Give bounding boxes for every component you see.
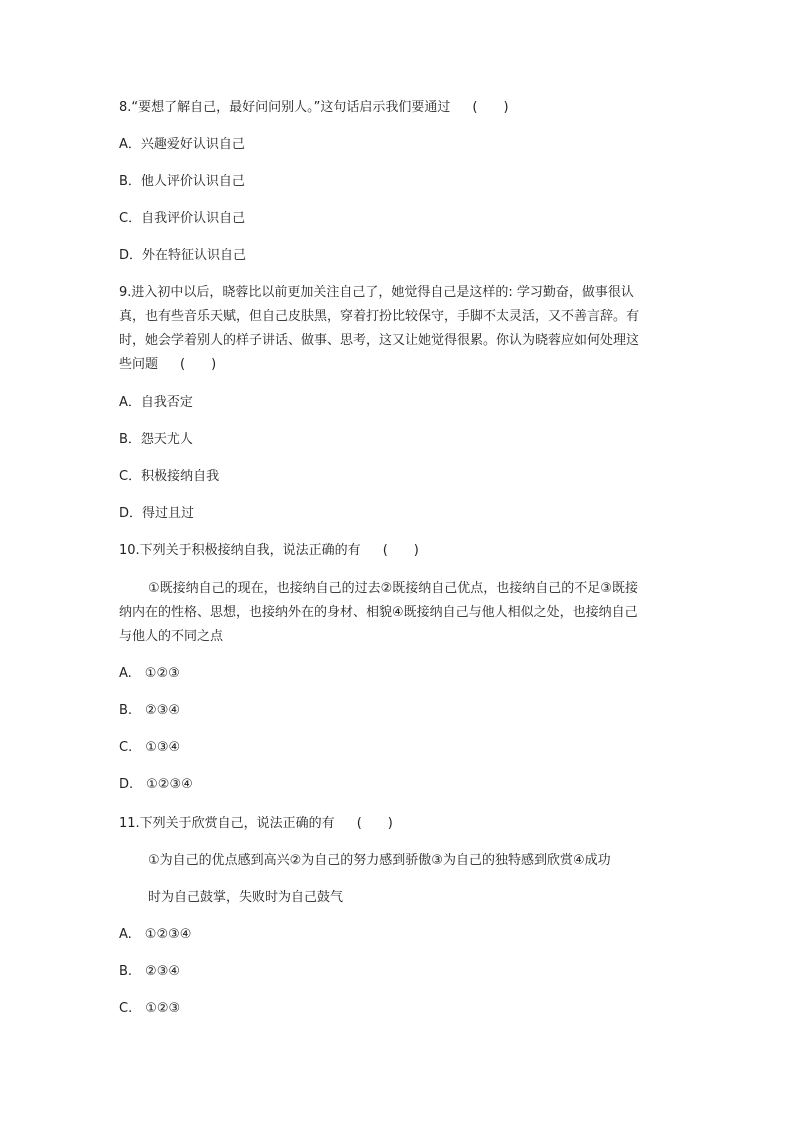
question-9-option-b: B．怨天尤人	[119, 432, 193, 447]
question-8-option-d: D．外在特征认识自己	[119, 248, 247, 263]
question-8-option-b: B．他人评价认识自己	[119, 174, 245, 189]
question-11-answer-blank: ( )	[356, 816, 393, 831]
question-10-option-b: B. ②③④	[119, 703, 181, 718]
question-8-answer-blank: ( )	[472, 100, 509, 115]
question-9-stem-line-1: 9.进入初中以后，晓蓉比以前更加关注自己了，她觉得自己是这样的: 学习勤奋，做事很认	[119, 285, 634, 300]
question-10-stem	[119, 542, 419, 560]
question-9-stem-line-4	[119, 356, 216, 374]
question-11-option-a: A. ①②③④	[119, 927, 192, 942]
question-10-text: 10.下列关于积极接纳自我，说法正确的有	[119, 543, 361, 558]
question-10-statement-line-3: 与他人的不同之点	[119, 629, 224, 644]
question-11-text: 11.下列关于欣赏自己，说法正确的有	[119, 816, 335, 831]
question-10-statement-line-1: ①既接纳自己的现在，也接纳自己的过去②既接纳自己优点，也接纳自己的不足③既接	[148, 581, 638, 596]
question-11-option-b: B. ②③④	[119, 964, 181, 979]
question-9-answer-blank: ( )	[180, 357, 217, 372]
question-10-option-d: D. ①②③④	[119, 777, 193, 792]
question-11-stem	[119, 815, 393, 833]
question-10-option-a: A. ①②③	[119, 666, 180, 681]
question-9-stem-end: 些问题	[119, 357, 159, 372]
question-8-text: 8.“要想了解自己，最好问问别人。”这句话启示我们要通过	[119, 100, 451, 115]
question-9-option-d: D．得过且过	[119, 506, 195, 521]
question-11-option-c: C. ①②③	[119, 1001, 181, 1016]
question-8-option-a: A．兴趣爱好认识自己	[119, 137, 245, 152]
question-8-option-c: C．自我评价认识自己	[119, 211, 246, 226]
question-10-option-c: C. ①③④	[119, 740, 181, 755]
question-8-stem	[119, 99, 509, 117]
question-10-answer-blank: ( )	[382, 543, 419, 558]
question-9-option-a: A．自我否定	[119, 395, 193, 410]
question-10-statement-line-2: 纳内在的性格、思想，也接纳外在的身材、相貌④既接纳自己与他人相似之处，也接纳自己	[119, 605, 638, 620]
question-11-statement-line-2: 时为自己鼓掌，失败时为自己鼓气	[148, 890, 344, 905]
question-11-statement-line-1: ①为自己的优点感到高兴②为自己的努力感到骄傲③为自己的独特感到欣赏④成功	[148, 853, 611, 868]
question-9-stem-line-2: 真，也有些音乐天赋，但自己皮肤黑，穿着打扮比较保守，手脚不太灵活，又不善言辞。有	[119, 309, 640, 324]
question-9-stem-line-3: 时，她会学着别人的样子讲话、做事、思考，这又让她觉得很累。你认为晓蓉应如何处理这	[119, 333, 640, 348]
question-9-option-c: C．积极接纳自我	[119, 469, 220, 484]
